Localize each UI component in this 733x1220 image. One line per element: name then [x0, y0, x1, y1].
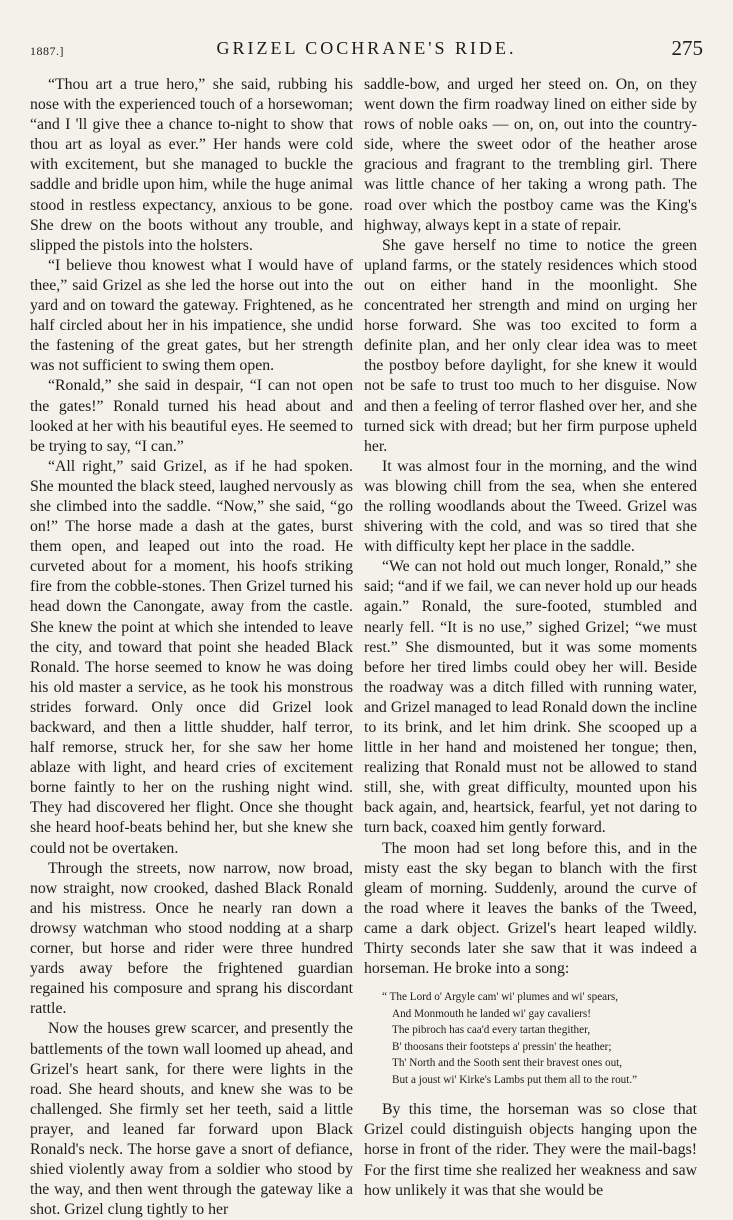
paragraph: Now the houses grew scarcer, and presently the battlements of the town wall loomed up ahead, and Grizel's heart sank, for there were lights in the road. She heard shouts, and knew she was to be challenged. She firmly set her teeth, said a little prayer, and leaned far forward upon Black Ronald's neck. The horse gave a snort of defiance, shied violently away from a soldier who stood by the way, and then went through the gateway like a shot. Grizel clung tightly to her	[30, 1020, 353, 1219]
header-year: 1887.]	[30, 44, 64, 58]
song-verse	[382, 989, 697, 1088]
verse-line: But a joust wi' Kirke's Lambs put them all to the rout.”	[392, 1073, 638, 1086]
verse-line: B' thoosans their footsteps a' pressin' the heather;	[392, 1040, 612, 1053]
paragraph: It was almost four in the morning, and the wind was blowing chill from the sea, when she entered the rolling woodlands about the Tweed. Grizel was shivering with the cold, and was so tired that she with difficulty kept her place in the saddle.	[364, 457, 697, 556]
paragraph: She gave herself no time to notice the green upland farms, or the stately residences which stood out on either hand in the moonlight. She concentrated her strength and mind on urging her horse forward. She was too excited to form a definite plan, and her only clear idea was to meet the postboy before daylight, for she knew it would not be safe to trust too much to her disguise. Now and then a feeling of terror flashed over her, and she turned sick with dread; but her firm purpose upheld her.	[364, 236, 697, 455]
verse-line: “ The Lord o' Argyle cam' wi' plumes and wi' spears,	[382, 991, 619, 1004]
paragraph: “We can not hold out much longer, Ronald,” she said; “and if we fail, we can never hold up our heads again.” Ronald, the sure-footed, stumbled and nearly fell. “It is no use,” sighed Grizel; “we must rest.” She dismounted, but it was some moments before her tired limbs could obey her will. Beside the roadway was a ditch filled with running water, and Grizel managed to lead Ronald down the incline to its brink, and let him drink. She scooped up a little in her hand and moistened her tongue; then, realizing that Ronald must not be allowed to stand still, she, with great difficulty, mounted upon his back again, and, heartsick, fearful, yet not daring to turn back, coaxed him gently forward.	[364, 558, 697, 837]
page-number: 275	[671, 36, 703, 60]
verse-line: The pibroch has caa'd every tartan thegither,	[392, 1024, 591, 1037]
paragraph: “All right,” said Grizel, as if he had spoken. She mounted the black steed, laughed nervously as she climbed into the saddle. “Now,” she said, “go on!” The horse made a dash at the gates, burst them open, and leaped out into the road. He curveted about for a moment, his hoofs striking fire from the cobble-stones. Then Grizel turned his head down the Canongate, away from the castle. She knew the point at which she intended to leave the city, and toward that point she headed Black Ronald. The horse seemed to know he was doing his old master a service, as he took his monstrous strides forward. Only once did Grizel look backward, and then a little shudder, half terror, half remorse, struck her, for she saw her home ablaze with light, and heard cries of excitement borne faintly to her on the rushing night wind. They had discovered her flight. Once she thought she heard hoof-beats behind her, but she knew she could not be overtaken.	[30, 457, 353, 857]
verse-line: And Monmouth he landed wi' gay cavaliers!	[392, 1007, 591, 1020]
right-column	[364, 75, 697, 1201]
paragraph: “Thou art a true hero,” she said, rubbing his nose with the experienced touch of a horsewoman; “and I 'll give thee a chance to-night to show that thou art as loyal as ever.” Her hands were cold with excitement, but she managed to buckle the saddle and bridle upon him, while the huge animal stood in restless expectancy, anxious to be gone. She drew on the boots without any trouble, and slipped the pistols into the holsters.	[30, 76, 353, 254]
paragraph: “Ronald,” she said in despair, “I can not open the gates!” Ronald turned his head about and looked at her with his beautiful eyes. He seemed to be trying to say, “I can.”	[30, 377, 353, 455]
paragraph: Through the streets, now narrow, now broad, now straight, now crooked, dashed Black Ronald and his mistress. Once he nearly ran down a drowsy watchman who stood nodding at a sharp corner, but horse and rider were three hundred yards away before the frightened guardian regained his composure and sprang his discordant rattle.	[30, 859, 353, 1018]
paragraph: The moon had set long before this, and in the misty east the sky began to blanch with the first gleam of morning. Suddenly, around the curve of the road where it leaves the banks of the Tweed, came a dark object. Grizel's heart leaped wildly. Thirty seconds later she saw that it was indeed a horseman. He broke into a song:	[364, 839, 697, 978]
paragraph: “I believe thou knowest what I would have of thee,” said Grizel as she led the horse out into the yard and on toward the gateway. Frightened, as he half circled about her in his impatience, she undid the fastening of the great gates, but her strength was not sufficient to swing them open.	[30, 256, 353, 375]
left-column	[30, 75, 353, 1220]
running-header	[30, 36, 703, 66]
paragraph: saddle-bow, and urged her steed on. On, on they went down the firm roadway lined on either side by rows of noble oaks — on, on, out into the country-side, where the sweet odor of the heather arose gracious and fragrant to the trembling girl. There was little chance of her taking a wrong path. The road over which the postboy came was the King's highway, always kept in a state of repair.	[364, 76, 697, 234]
paragraph: By this time, the horseman was so close that Grizel could distinguish objects hanging upon the horse in front of the rider. They were the mail-bags! For the first time she realized her weakness and saw how unlikely it was that she would be	[364, 1101, 697, 1199]
verse-line: Th' North and the Sooth sent their bravest ones out,	[392, 1057, 623, 1070]
header-title: GRIZEL COCHRANE'S RIDE.	[216, 38, 517, 58]
